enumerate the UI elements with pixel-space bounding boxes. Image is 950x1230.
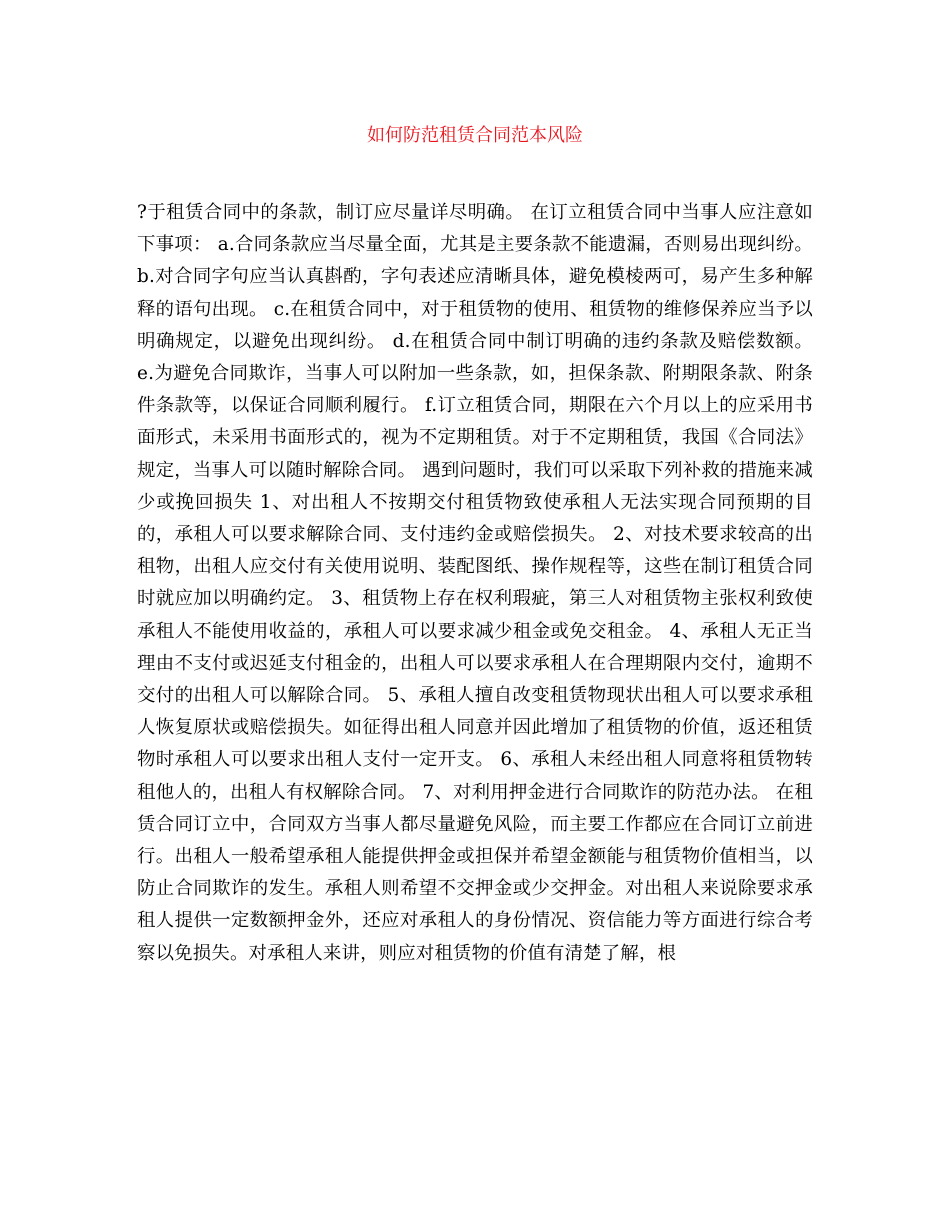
document-title: 如何防范租赁合同范本风险 [367,125,583,146]
document-body-paragraph: ?于租赁合同中的条款，制订应尽量详尽明确。 在订立租赁合同中当事人应注意如下事项： a.合同条款应当尽量全面，尤其是主要条款不能遗漏，否则易出现纠纷。 b.对合同字句应当认真斟酌，字句表述应清晰具体，避免模棱两可，易产生多种解释的语句出现。 c.在租赁合同中，对于租赁物的使用、租赁物的维修保养应当予以明确规定，以避免出现纠纷。 d.在租赁合同中制订明确的违约条款及赔偿数额。 e.为避免合同欺诈，当事人可以附加一些条款，如，担保条款、附期限条款、附条件条款等，以保证合同顺利履行。 f.订立租赁合同，期限在六个月以上的应采用书面形式，未采用书面形式的，视为不定期租赁。对于不定期租赁，我国《合同法》规定，当事人可以随时解除合同。 遇到问题时，我们可以采取下列补救的措施来减少或挽回损失 1、对出租人不按期交付租赁物致使承租人无法实现合同预期的目的，承租人可以要求解除合同、支付违约金或赔偿损失。 2、对技术要求较高的出租物，出租人应交付有关使用说明、装配图纸、操作规程等，这些在制订租赁合同时就应加以明确约定。 3、租赁物上存在权利瑕疵，第三人对租赁物主张权利致使承租人不能使用收益的，承租人可以要求减少租金或免交租金。 4、承租人无正当理由不支付或迟延支付租金的，出租人可以要求承租人在合理期限内交付，逾期不交付的出租人可以解除合同。 5、承租人擅自改变租赁物现状出租人可以要求承租人恢复原状或赔偿损失。如征得出租人同意并因此增加了租赁物的价值，返还租赁物时承租人可以要求出租人支付一定开支。 6、承租人未经出租人同意将租赁物转租他人的，出租人有权解除合同。 7、对利用押金进行合同欺诈的防范办法。 在租赁合同订立中，合同双方当事人都尽量避免风险，而主要工作都应在合同订立前进行。出租人一般希望承租人能提供押金或担保并希望金额能与租赁物价值相当，以防止合同欺诈的发生。承租人则希望不交押金或少交押金。对出租人来说除要求承租人提供一定数额押金外，还应对承租人的身份情况、资信能力等方面进行综合考察以免损失。对承租人来讲，则应对租赁物的价值有清楚了解，根 [137,202,813,964]
